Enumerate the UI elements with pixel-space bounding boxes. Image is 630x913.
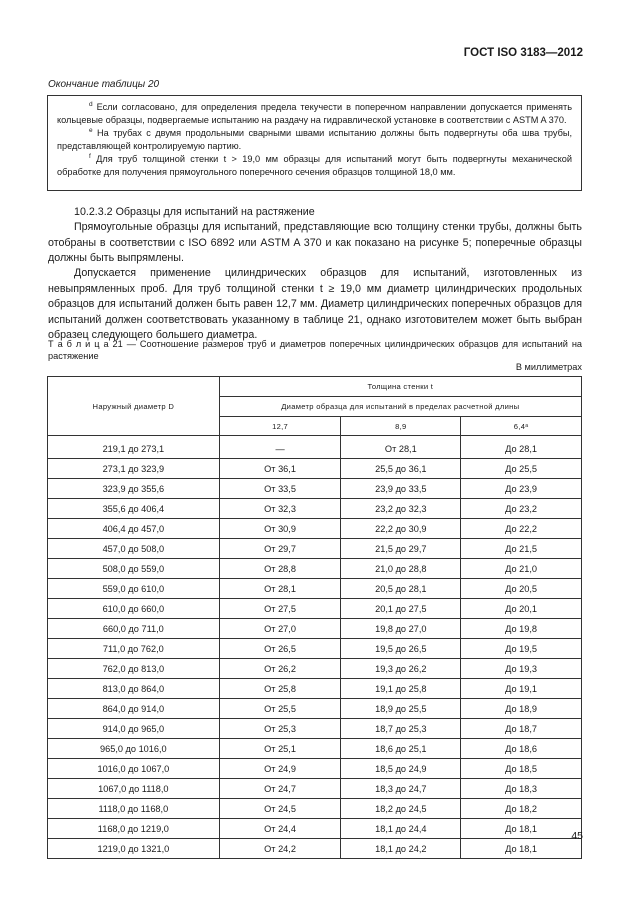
cell-diameter-6-4: До 19,8 (461, 619, 582, 639)
cell-diameter-6-4: До 19,5 (461, 639, 582, 659)
table-row (48, 799, 582, 819)
cell-diameter-6-4: До 18,3 (461, 779, 582, 799)
cell-diameter-8-9: 19,1 до 25,8 (341, 679, 461, 699)
cell-diameter-8-9: 18,1 до 24,4 (341, 819, 461, 839)
cell-diameter-6-4: До 22,2 (461, 519, 582, 539)
note-e: $^e$ На трубах с двумя продольными сварными швами испытанию должны быть подвергнуты оба шва трубы, представляющей контролируемую партию. (57, 126, 572, 151)
cell-outer-diameter: 355,6 до 406,4 (48, 499, 220, 519)
cell-diameter-12-7: — (219, 436, 341, 459)
table-row (48, 819, 582, 839)
cell-diameter-6-4: До 20,5 (461, 579, 582, 599)
cell-diameter-8-9: 21,0 до 28,8 (341, 559, 461, 579)
cell-outer-diameter: 864,0 до 914,0 (48, 699, 220, 719)
table-row (48, 779, 582, 799)
cell-diameter-12-7: От 36,1 (219, 459, 341, 479)
header-outer-diameter: Наружный диаметр D (48, 377, 220, 436)
cell-diameter-6-4: До 18,9 (461, 699, 582, 719)
cell-diameter-12-7: От 24,9 (219, 759, 341, 779)
cell-outer-diameter: 711,0 до 762,0 (48, 639, 220, 659)
cell-diameter-6-4: До 23,2 (461, 499, 582, 519)
table-row (48, 479, 582, 499)
table-row (48, 599, 582, 619)
cell-diameter-8-9: 18,9 до 25,5 (341, 699, 461, 719)
section-heading: 10.2.3.2 Образцы для испытаний на растяжение (74, 206, 315, 218)
cell-diameter-8-9: 25,5 до 36,1 (341, 459, 461, 479)
table-row (48, 499, 582, 519)
header-diameter-8-9: 8,9 (341, 417, 461, 436)
note-d: $^d$ Если согласовано, для определения предела текучести в поперечном направлении допускается применять кольцевые образцы, подвергаемые испытанию на раздачу на гидравлической установке в соответствии с ASTM A 370. (57, 100, 572, 125)
cell-diameter-12-7: От 28,1 (219, 579, 341, 599)
cell-diameter-8-9: 20,1 до 27,5 (341, 599, 461, 619)
table-units: В миллиметрах (515, 362, 582, 372)
header-diameter-12-7: 12,7 (219, 417, 341, 436)
cell-outer-diameter: 1016,0 до 1067,0 (48, 759, 220, 779)
cell-diameter-6-4: До 19,3 (461, 659, 582, 679)
cell-outer-diameter: 559,0 до 610,0 (48, 579, 220, 599)
cell-diameter-8-9: 21,5 до 29,7 (341, 539, 461, 559)
table-row (48, 519, 582, 539)
table-row (48, 739, 582, 759)
document-code: ГОСТ ISO 3183—2012 (463, 47, 583, 59)
cell-diameter-12-7: От 24,7 (219, 779, 341, 799)
cell-outer-diameter: 660,0 до 711,0 (48, 619, 220, 639)
cell-outer-diameter: 965,0 до 1016,0 (48, 739, 220, 759)
cell-diameter-12-7: От 32,3 (219, 499, 341, 519)
section-paragraph-2: Допускается применение цилиндрических образцов для испытаний, изготовленных из невыпрямленных проб. Для труб толщиной стенки t ≥ 19,0 мм диаметр цилиндрических продольных образцов для испытаний должен быть равен 12,7 мм. Диаметр цилиндрических поперечных образцов для испытаний должен соответствовать указанному в таблице 21, однако изготовителем может быть выбран образец следующего большего диаметра. (48, 267, 582, 341)
cell-diameter-8-9: 19,3 до 26,2 (341, 659, 461, 679)
cell-diameter-6-4: До 18,1 (461, 819, 582, 839)
header-diameter-6-4: 6,4ᵃ (461, 417, 582, 436)
cell-diameter-12-7: От 27,0 (219, 619, 341, 639)
table-20-notes (47, 95, 582, 191)
cell-diameter-8-9: 23,2 до 32,3 (341, 499, 461, 519)
header-wall-thickness: Толщина стенки t (219, 377, 581, 397)
cell-outer-diameter: 914,0 до 965,0 (48, 719, 220, 739)
cell-diameter-12-7: От 24,5 (219, 799, 341, 819)
cell-diameter-8-9: 19,5 до 26,5 (341, 639, 461, 659)
table-row (48, 539, 582, 559)
cell-diameter-12-7: От 26,2 (219, 659, 341, 679)
cell-outer-diameter: 1118,0 до 1168,0 (48, 799, 220, 819)
header-specimen-diameter: Диаметр образца для испытаний в пределах расчетной длины (219, 397, 581, 417)
cell-outer-diameter: 1067,0 до 1118,0 (48, 779, 220, 799)
table-row (48, 659, 582, 679)
cell-diameter-6-4: До 18,1 (461, 839, 582, 859)
cell-diameter-6-4: До 18,6 (461, 739, 582, 759)
cell-diameter-12-7: От 26,5 (219, 639, 341, 659)
cell-diameter-6-4: До 23,9 (461, 479, 582, 499)
cell-diameter-8-9: 18,5 до 24,9 (341, 759, 461, 779)
cell-outer-diameter: 762,0 до 813,0 (48, 659, 220, 679)
cell-diameter-8-9: 18,2 до 24,5 (341, 799, 461, 819)
cell-diameter-6-4: До 21,5 (461, 539, 582, 559)
cell-diameter-12-7: От 25,3 (219, 719, 341, 739)
cell-diameter-12-7: От 28,8 (219, 559, 341, 579)
cell-diameter-8-9: 18,1 до 24,2 (341, 839, 461, 859)
table-row (48, 619, 582, 639)
cell-diameter-8-9: 23,9 до 33,5 (341, 479, 461, 499)
cell-outer-diameter: 273,1 до 323,9 (48, 459, 220, 479)
cell-diameter-8-9: 19,8 до 27,0 (341, 619, 461, 639)
note-f: $^f$ Для труб толщиной стенки t > 19,0 мм образцы для испытаний могут быть подвергнуты механической обработке для получения прямоугольного поперечного сечения образцов толщиной 18,0 мм. (57, 152, 572, 177)
cell-outer-diameter: 610,0 до 660,0 (48, 599, 220, 619)
table-row (48, 459, 582, 479)
cell-outer-diameter: 406,4 до 457,0 (48, 519, 220, 539)
cell-diameter-6-4: До 20,1 (461, 599, 582, 619)
cell-diameter-12-7: От 25,5 (219, 699, 341, 719)
cell-diameter-12-7: От 27,5 (219, 599, 341, 619)
cell-outer-diameter: 219,1 до 273,1 (48, 436, 220, 459)
cell-outer-diameter: 1168,0 до 1219,0 (48, 819, 220, 839)
table-body (48, 436, 582, 859)
cell-outer-diameter: 323,9 до 355,6 (48, 479, 220, 499)
cell-diameter-8-9: 18,6 до 25,1 (341, 739, 461, 759)
cell-diameter-8-9: От 28,1 (341, 436, 461, 459)
table-row (48, 639, 582, 659)
cell-diameter-12-7: От 29,7 (219, 539, 341, 559)
table-row (48, 679, 582, 699)
section-paragraph-1: Прямоугольные образцы для испытаний, представляющие всю толщину стенки трубы, должны быть отобраны в соответствии с ISO 6892 или ASTM A 370 и как показано на рисунке 5; поперечные образцы должны быть выпрямлены. (48, 221, 582, 264)
table-row (48, 759, 582, 779)
table-row (48, 436, 582, 459)
cell-diameter-8-9: 18,7 до 25,3 (341, 719, 461, 739)
table-row (48, 839, 582, 859)
table-title: Т а б л и ц а 21 — Соотношение размеров труб и диаметров поперечных цилиндрических образцов для испытаний на растяжение (48, 339, 582, 361)
table-row (48, 559, 582, 579)
cell-diameter-8-9: 18,3 до 24,7 (341, 779, 461, 799)
cell-outer-diameter: 1219,0 до 1321,0 (48, 839, 220, 859)
cell-diameter-6-4: До 18,7 (461, 719, 582, 739)
cell-diameter-8-9: 22,2 до 30,9 (341, 519, 461, 539)
cell-diameter-6-4: До 25,5 (461, 459, 582, 479)
cell-diameter-12-7: От 25,8 (219, 679, 341, 699)
page-number: 45 (571, 830, 583, 842)
cell-diameter-12-7: От 25,1 (219, 739, 341, 759)
cell-diameter-6-4: До 21,0 (461, 559, 582, 579)
table-row (48, 579, 582, 599)
table-row (48, 719, 582, 739)
table-row (48, 699, 582, 719)
cell-diameter-12-7: От 24,2 (219, 839, 341, 859)
cell-diameter-6-4: До 28,1 (461, 436, 582, 459)
cell-diameter-6-4: До 18,5 (461, 759, 582, 779)
cell-diameter-12-7: От 30,9 (219, 519, 341, 539)
cell-outer-diameter: 813,0 до 864,0 (48, 679, 220, 699)
cell-outer-diameter: 508,0 до 559,0 (48, 559, 220, 579)
cell-diameter-6-4: До 19,1 (461, 679, 582, 699)
cell-diameter-12-7: От 24,4 (219, 819, 341, 839)
cell-diameter-8-9: 20,5 до 28,1 (341, 579, 461, 599)
cell-outer-diameter: 457,0 до 508,0 (48, 539, 220, 559)
specimen-diameter-table (47, 376, 582, 859)
cell-diameter-12-7: От 33,5 (219, 479, 341, 499)
cell-diameter-6-4: До 18,2 (461, 799, 582, 819)
table-continuation-label: Окончание таблицы 20 (48, 79, 160, 90)
